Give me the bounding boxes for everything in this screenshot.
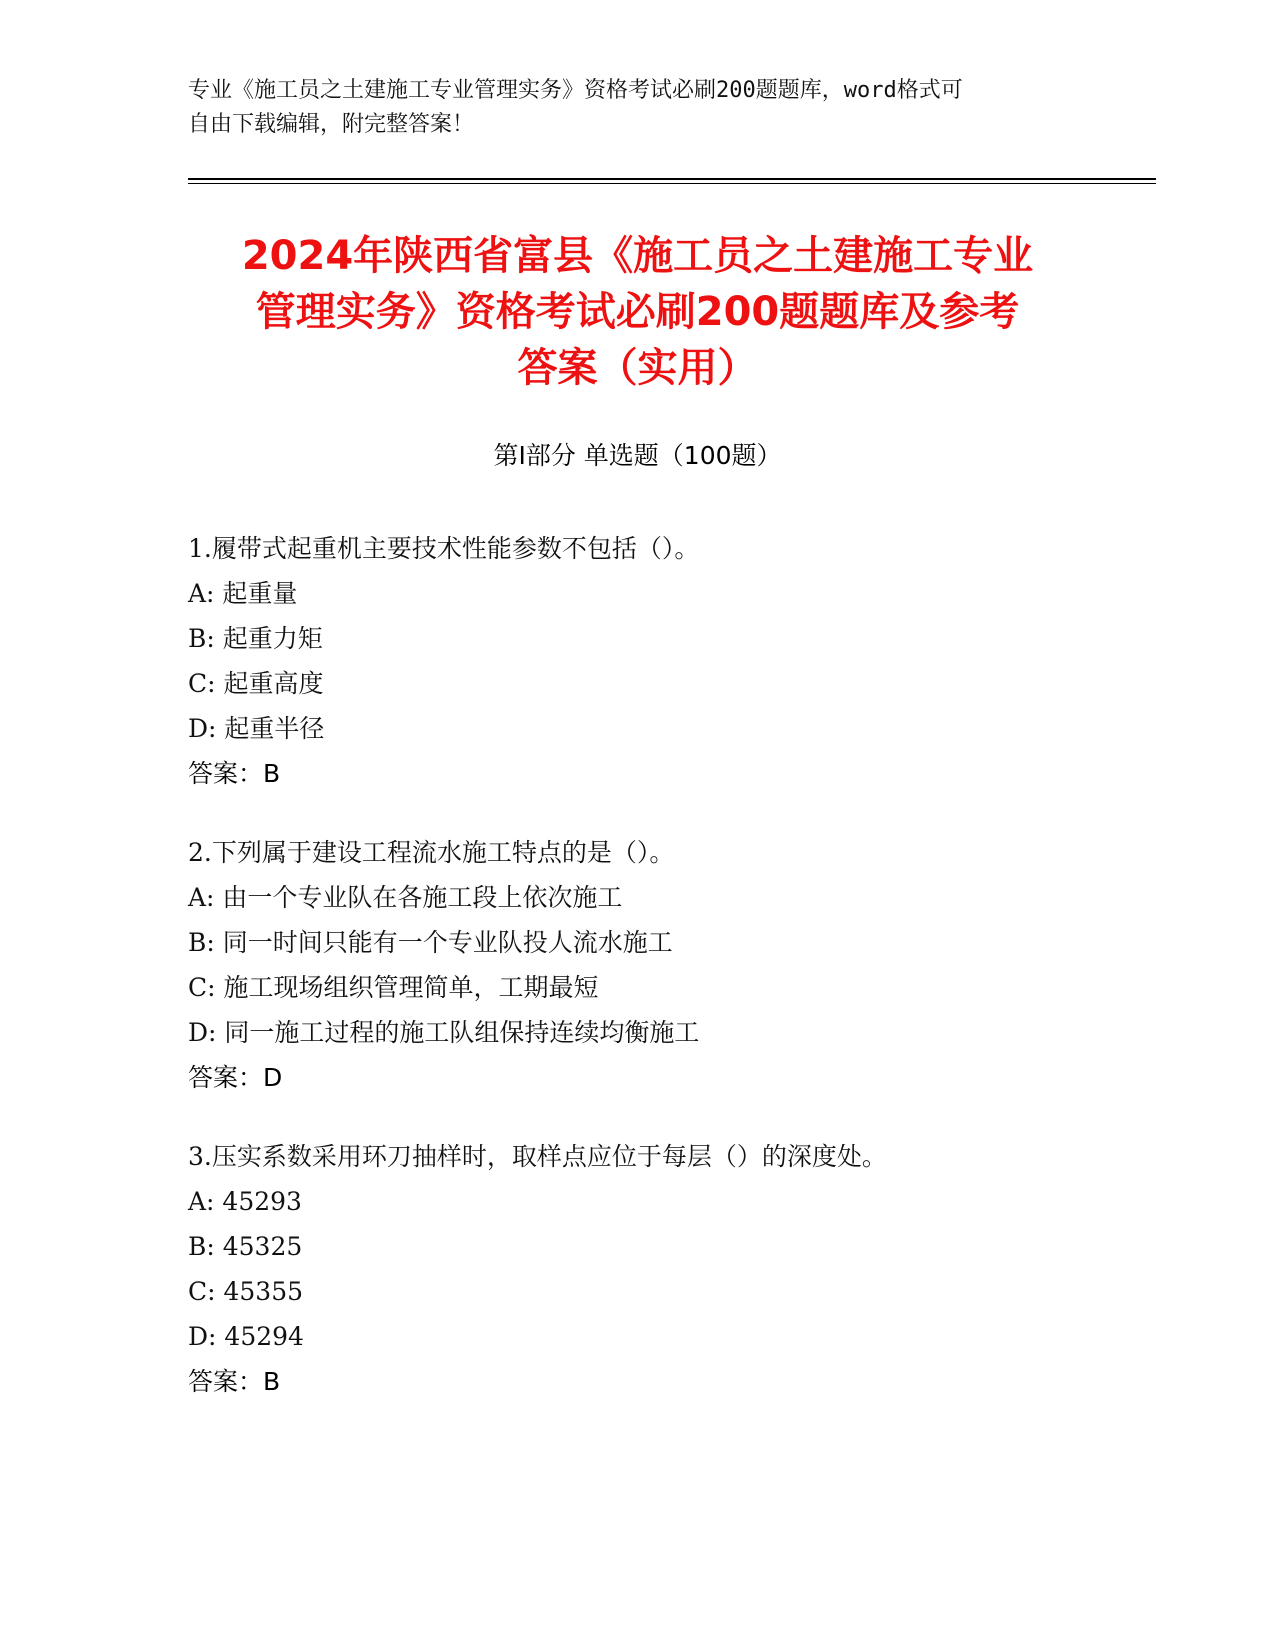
header-divider-thick	[188, 178, 1156, 180]
option-a: A: 起重量	[188, 579, 298, 608]
option-d: D: 45294	[188, 1322, 304, 1351]
section-title: 第Ⅰ部分 单选题（100题）	[493, 441, 782, 470]
answer: 答案：B	[188, 759, 281, 788]
question-stem: 2.下列属于建设工程流水施工特点的是（）。	[188, 838, 675, 867]
header-note	[188, 74, 1088, 142]
option-c: C: 45355	[188, 1277, 304, 1306]
option-b: B: 起重力矩	[188, 624, 323, 653]
question-stem: 3.压实系数采用环刀抽样时，取样点应位于每层（）的深度处。	[188, 1142, 887, 1171]
option-b: B: 同一时间只能有一个专业队投人流水施工	[188, 928, 673, 957]
answer: 答案：B	[188, 1367, 281, 1396]
header-note-line-2: 自由下载编辑，附完整答案！	[188, 112, 475, 137]
option-a: A: 由一个专业队在各施工段上依次施工	[188, 883, 623, 912]
option-d: D: 同一施工过程的施工队组保持连续均衡施工	[188, 1018, 700, 1047]
question-stem: 1.履带式起重机主要技术性能参数不包括（）。	[188, 534, 700, 563]
document-title	[130, 228, 1145, 396]
document-title-line-1: 2024年陕西省富县《施工员之土建施工专业	[241, 233, 1034, 279]
option-a: A: 45293	[188, 1187, 302, 1216]
answer: 答案：D	[188, 1063, 283, 1092]
header-divider-thin	[188, 183, 1156, 184]
option-c: C: 起重高度	[188, 669, 324, 698]
question-3	[188, 1134, 1148, 1404]
question-list	[188, 526, 1148, 1438]
option-b: B: 45325	[188, 1232, 303, 1261]
question-2	[188, 830, 1148, 1100]
document-title-line-2: 管理实务》资格考试必刷200题题库及参考	[255, 289, 1020, 335]
header-note-line-1: 专业《施工员之土建施工专业管理实务》资格考试必刷200题题库，word格式可	[188, 78, 963, 103]
option-d: D: 起重半径	[188, 714, 325, 743]
question-1	[188, 526, 1148, 796]
option-c: C: 施工现场组织管理简单，工期最短	[188, 973, 599, 1002]
document-title-line-3: 答案（实用）	[517, 345, 758, 391]
